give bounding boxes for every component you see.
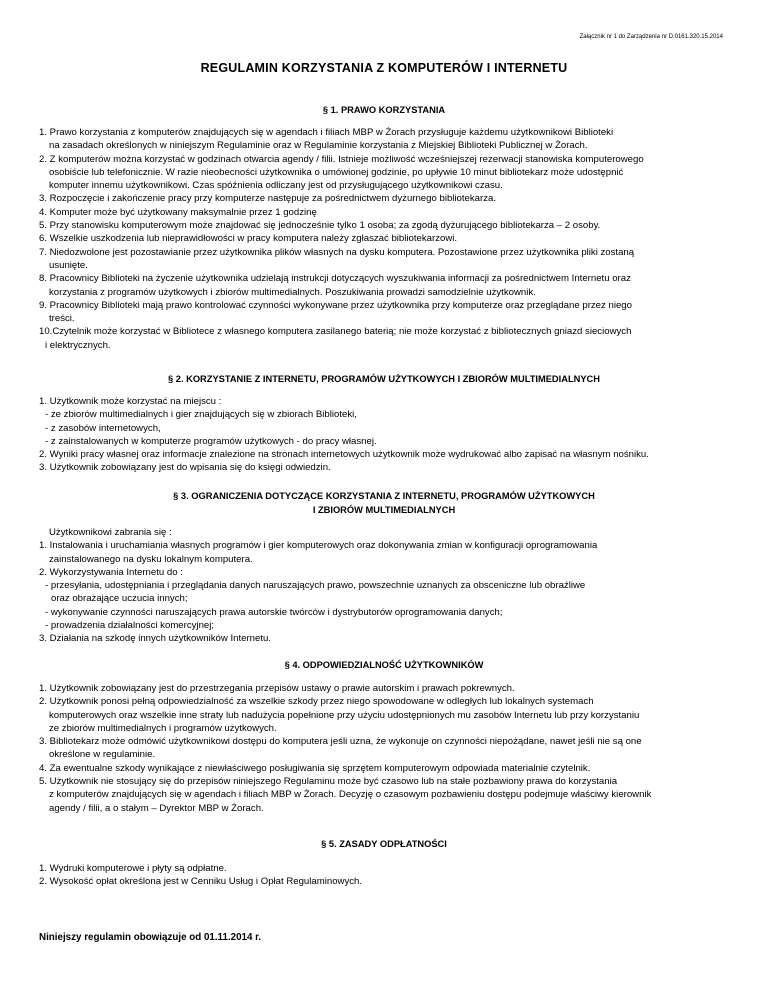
section-1-heading: § 1. PRAWO KORZYSTANIA (322, 105, 446, 115)
paragraph-line: - przesyłania, udostępniania i przeglądania danych naruszających prawo, powszechnie uznanych za obsceniczne lub obraźliwe (45, 580, 586, 592)
paragraph-line: - ze zbiorów multimedialnych i gier znajdujących się w zbiorach Biblioteki, (45, 409, 357, 421)
paragraph-line: Użytkownikowi zabrania się : (49, 527, 172, 538)
paragraph-line: 3. Bibliotekarz może odmówić użytkownikowi dostępu do komputera jeśli uzna, że wykonuje on czynności niepożądane, nawet jeśli nie są one (39, 736, 642, 748)
paragraph-line: - wykonywanie czynności naruszających prawa autorskie twórców i dystrybutorów oprogramowania danych; (45, 606, 503, 618)
section-3-heading-line-1: § 3. OGRANICZENIA DOTYCZĄCE KORZYSTANIA Z INTERNETU, PROGRAMÓW UŻYTKOWYCH (173, 491, 595, 501)
paragraph-line: 3. Rozpoczęcie i zakończenie pracy przy komputerze następuje za pośrednictwem dyżurnego bibliotekarza. (39, 193, 497, 205)
paragraph-line: osobiście lub telefonicznie. W razie nieobecności użytkownika o umówionej godzinie, po upływie 10 minut bibliotekarz może udostępnić (49, 166, 624, 178)
paragraph-line: 2. Wykorzystywania Internetu do : (39, 566, 183, 578)
paragraph-line: 7. Niedozwolone jest pozostawianie przez użytkownika plików własnych na dysku komputera. Pozostawione przez użytkownika pliki zostaną (39, 246, 635, 258)
paragraph-line: określone w regulaminie. (49, 749, 156, 761)
paragraph-line: 5. Przy stanowisku komputerowym może znajdować się jednocześnie tylko 1 osoba; za zgodą dyżurującego bibliotekarza – 2 osoby. (39, 220, 601, 232)
paragraph-line: agendy / filii, a o stałym – Dyrektor MBP w Żorach. (49, 802, 264, 814)
section-3-heading-line-2: I ZBIORÓW MULTIMEDIALNYCH (312, 504, 456, 515)
paragraph-line: 1. Użytkownik może korzystać na miejscu : (39, 396, 222, 407)
paragraph-line: 3. Użytkownik zobowiązany jest do wpisania się do księgi odwiedzin. (39, 462, 331, 474)
paragraph-line: z komputerów znajdujących się w agendach i filiach MBP w Żorach. Decyzję o czasowym pozbawieniu dostępu podejmuje właściwy kierownik (49, 789, 652, 801)
paragraph-line: 8. Pracownicy Biblioteki na życzenie użytkownika udzielają instrukcji dotyczących wyszukiwania informacji za pośrednictwem Internetu oraz (39, 273, 631, 285)
section-2-heading: § 2. KORZYSTANIE Z INTERNETU, PROGRAMÓW UŻYTKOWYCH I ZBIORÓW MULTIMEDIALNYCH (168, 374, 600, 384)
paragraph-line: - z zasobów internetowych, (45, 422, 161, 434)
paragraph-line: 1. Prawo korzystania z komputerów znajdujących się w agendach i filiach MBP w Żorach przysługuje każdemu użytkownikowi Biblioteki (39, 127, 614, 138)
paragraph-line: 4. Komputer może być użytkowany maksymalnie przez 1 godzinę (39, 206, 317, 218)
paragraph-line: - z zainstalowanych w komputerze programów użytkowych - do pracy własnej. (45, 435, 377, 447)
section-5-body (39, 862, 739, 889)
paragraph-line: treści. (49, 313, 75, 325)
annex-note: Załącznik nr 1 do Zarządzenia nr D.0161.320.15.2014 (579, 34, 723, 40)
paragraph-line: zainstalowanego na dysku lokalnym komputera. (49, 553, 253, 565)
document-title: REGULAMIN KORZYSTANIA Z KOMPUTERÓW I INTERNETU (200, 61, 568, 75)
section-3-heading (0, 490, 768, 517)
paragraph-line: 2. Użytkownik ponosi pełną odpowiedzialność za wszelkie szkody przez niego spowodowane w odległych lub lokalnych systemach (39, 696, 594, 708)
paragraph-line: 1. Użytkownik zobowiązany jest do przestrzegania przepisów ustawy o prawie autorskim i prawach pokrewnych. (39, 683, 515, 694)
validity-note: Niniejszy regulamin obowiązuje od 01.11.2014 r. (39, 932, 262, 943)
paragraph-line: korzystania z programów użytkowych i zbiorów multimedialnych. Poszukiwania prowadzi samodzielnie użytkownik. (49, 286, 536, 298)
paragraph-line: usunięte. (49, 259, 88, 271)
paragraph-line: i elektrycznych. (45, 339, 111, 351)
paragraph-line: 1. Instalowania i uruchamiania własnych programów i gier komputerowych oraz dokonywania zmian w konfiguracji oprogramowania (39, 540, 598, 552)
section-4-body (39, 682, 739, 815)
paragraph-line: - prowadzenia działalności komercyjnej; (45, 620, 215, 632)
section-5-heading: § 5. ZASADY ODPŁATNOŚCI (321, 839, 447, 849)
paragraph-line: 6. Wszelkie uszkodzenia lub nieprawidłowości w pracy komputera należy zgłaszać bibliotekarzowi. (39, 233, 458, 245)
section-1-body (39, 126, 739, 352)
paragraph-line: 9. Pracownicy Biblioteki mają prawo kontrolować czynności wykonywane przez użytkownika przy komputerze oraz przeglądane przez niego (39, 299, 632, 311)
section-3-body (39, 526, 739, 646)
paragraph-line: ze zbiorów multimedialnych i programów użytkowych. (49, 722, 277, 734)
paragraph-line: komputer innemu użytkownikowi. Czas spóźnienia odliczany jest od przysługującego użytkownikowi czasu. (49, 180, 503, 192)
paragraph-line: 2. Z komputerów można korzystać w godzinach otwarcia agendy / filii. Istnieje możliwość wcześniejszej rezerwacji stanowiska komputerowego (39, 153, 644, 165)
paragraph-line: oraz obrażające uczucia innych; (51, 593, 188, 605)
paragraph-line: komputerowych oraz wszelkie inne straty lub nadużycia popełnione przy użyciu udostępnionych mu zasobów Internetu lub przy korzystaniu (49, 709, 640, 721)
paragraph-line: 5. Użytkownik nie stosujący się do przepisów niniejszego Regulaminu może być czasowo lub na stałe pozbawiony prawa do korzystania (39, 776, 618, 788)
paragraph-line: na zasadach określonych w niniejszym Regulaminie oraz w Regulaminie korzystania z Miejskiej Biblioteki Publicznej w Żorach. (49, 140, 588, 152)
paragraph-line: 2. Wyniki pracy własnej oraz informacje znalezione na stronach internetowych użytkownik może wydrukować albo zapisać na własnym nośniku. (39, 449, 649, 461)
paragraph-line: 10.Czytelnik może korzystać w Bibliotece z własnego komputera zasilanego baterią; nie może korzystać z bibliotecznych gniazd sieciowych (39, 326, 632, 338)
section-2-body (39, 395, 739, 475)
paragraph-line: 3. Działania na szkodę innych użytkowników Internetu. (39, 633, 271, 645)
paragraph-line: 2. Wysokość opłat określona jest w Cenniku Usług i Opłat Regulaminowych. (39, 876, 363, 888)
paragraph-line: 4. Za ewentualne szkody wynikające z niewłaściwego posługiwania się sprzętem komputerowym odpowiada materialnie czytelnik. (39, 762, 591, 774)
section-4-heading: § 4. ODPOWIEDZIALNOŚĆ UŻYTKOWNIKÓW (284, 660, 484, 670)
paragraph-line: 1. Wydruki komputerowe i płyty są odpłatne. (39, 863, 227, 874)
